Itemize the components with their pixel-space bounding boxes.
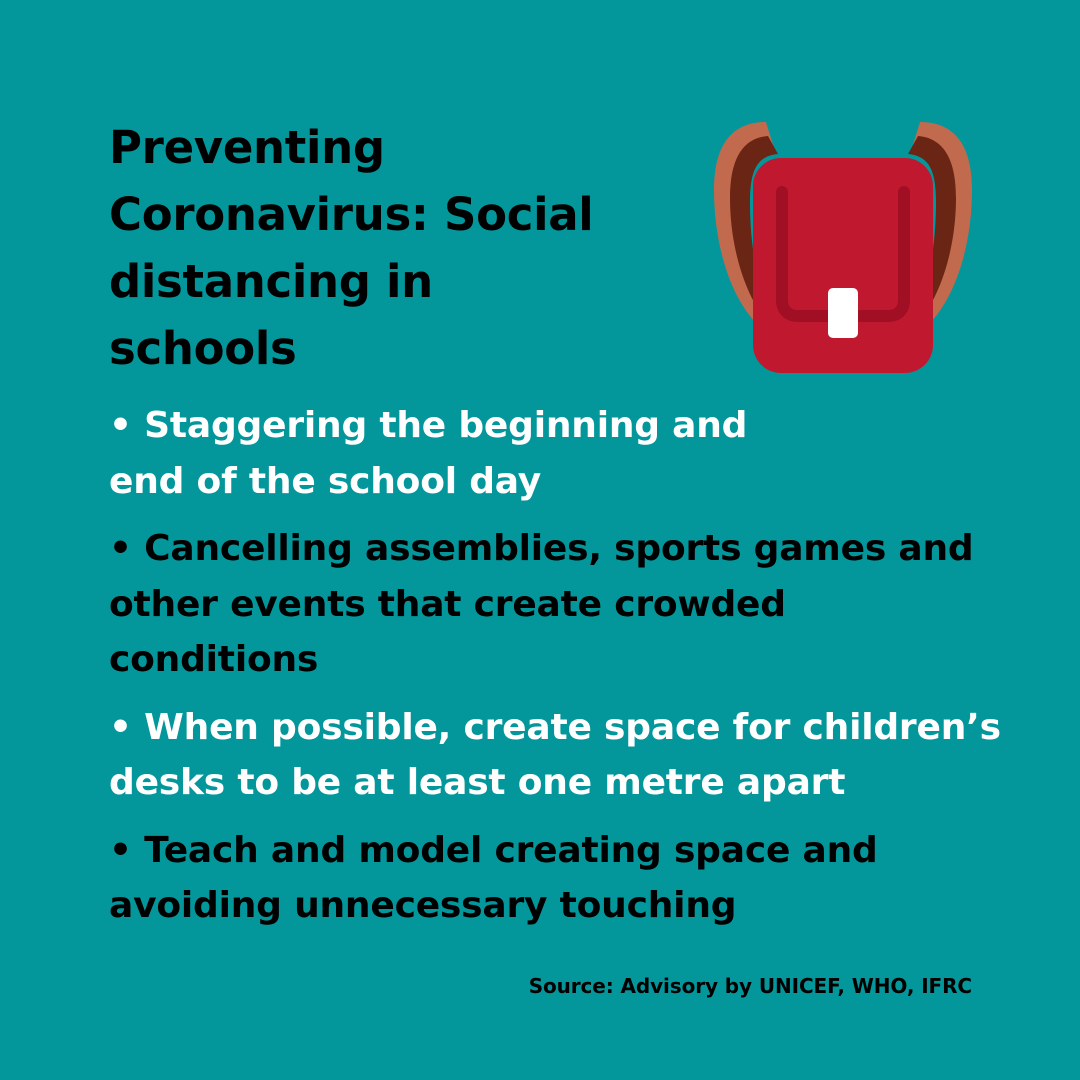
bullet-line: other events that create crowded: [109, 583, 786, 625]
bullet-line: • When possible, create space for children’s: [109, 706, 1001, 748]
title-line: Coronavirus: Social: [109, 188, 594, 241]
bullet-item: [109, 823, 1009, 934]
bullet-list: [109, 398, 1009, 946]
bullet-line: • Cancelling assemblies, sports games and: [109, 528, 974, 569]
source-credit: Source: Advisory by UNICEF, WHO, IFRC: [528, 974, 972, 998]
bullet-line: • Teach and model creating space and: [109, 829, 878, 871]
bullet-line: • Staggering the beginning and: [109, 405, 748, 446]
title-line: Preventing: [109, 121, 385, 174]
title-line: distancing in: [109, 255, 433, 308]
bullet-item: [109, 521, 1009, 688]
backpack-clasp: [828, 288, 858, 338]
bullet-line: desks to be at least one metre apart: [109, 762, 846, 803]
title-line: schools: [109, 322, 297, 375]
page-title: [109, 114, 629, 382]
bullet-line: avoiding unnecessary touching: [109, 885, 737, 926]
bullet-item: [109, 398, 1009, 509]
bullet-item: [109, 700, 1009, 811]
backpack-icon: [708, 110, 978, 380]
bullet-line: end of the school day: [109, 460, 542, 502]
bullet-line: conditions: [109, 639, 319, 680]
